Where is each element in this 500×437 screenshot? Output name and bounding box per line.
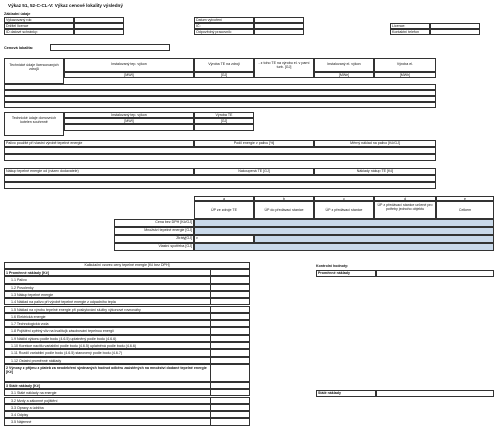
calc-row[interactable]: [4, 382, 250, 389]
col-header-tech-domestic: Technické údaje domovních kotelen souhrnně: [4, 112, 64, 136]
calc-row[interactable]: [4, 313, 250, 320]
calc-row-label: 3.2 Mzdy a zákonné pojištění: [5, 398, 211, 404]
col-header-heat-output-domestic: Instalovaný tep. výkon: [64, 112, 194, 118]
domestic-boilers-table: [4, 112, 254, 136]
control-variable-value[interactable]: [376, 270, 494, 277]
table-row[interactable]: [4, 147, 436, 154]
row-values-price[interactable]: [194, 219, 494, 227]
calc-row[interactable]: [4, 411, 250, 418]
calc-row[interactable]: [4, 327, 250, 334]
field-label-created: Datum vytvoření: [194, 17, 254, 23]
licensed-sources-table: [4, 58, 494, 108]
control-title: Kontrolní hodnoty:: [316, 264, 349, 268]
calc-row-label: 1.2 Povolenky: [5, 285, 211, 291]
col-header-from-station: ÚP z předávací stanice: [314, 201, 374, 219]
control-fixed-value[interactable]: [376, 390, 494, 397]
col-header-el-output: Instalovaný el. výkon: [314, 58, 374, 72]
calc-row[interactable]: [4, 342, 250, 349]
summary-table: [4, 196, 494, 254]
calc-row-label: 1.11 Rozdíl variabilní podle bodu (4.6.5) stanovený podle bodu (4.6.7): [5, 350, 211, 356]
fuel-table: [4, 140, 494, 168]
value-heat-production-domestic[interactable]: [194, 124, 254, 131]
control-block: [316, 264, 494, 284]
calc-title: Kalkulační vzorec ceny tepelné energie [Kč bez DPH]: [4, 262, 250, 269]
calc-row[interactable]: [4, 306, 250, 313]
calc-row-label: 1.5 Náklad na výrobu tepelné energie při poskytování služby výkonové rovnováhy: [5, 307, 211, 313]
col-header-source: ÚP ze zdroje TE: [194, 201, 254, 219]
row-label-price: Cena bez DPH [Kč/GJ]: [114, 219, 194, 227]
page-title: Výkaz 51, 52-C-CL-V: Výkaz cenové lokality výsledný: [8, 3, 123, 8]
col-unit-el-output: [MWe]: [314, 72, 374, 78]
field-value-databox[interactable]: [74, 29, 124, 35]
col-header-heat-output: Instalovaný tep. výkon: [64, 58, 194, 72]
col-letter-c: c: [314, 196, 374, 201]
calc-row-label: 3.5 Nájemné: [5, 419, 211, 425]
calc-row[interactable]: [4, 357, 250, 364]
col-letter-a: a: [194, 196, 254, 201]
purchase-table: [4, 168, 494, 192]
calc-row-label: 1.9 Náklid výkonu podle bodu (4.6.5) uplatněný podle bodu (4.6.6): [5, 336, 211, 342]
basic-info-block: [4, 12, 494, 38]
field-value-phone[interactable]: [430, 29, 480, 35]
col-unit-heat-output: [MWt]: [64, 72, 194, 78]
col-header-heat-production-domestic: Výroba TE: [194, 112, 254, 118]
col-letter-e: e: [436, 196, 494, 201]
calc-row-label: 3 Stálé náklady [Kč]: [5, 383, 211, 389]
col-header-turbine: - z toho TE na výrobu el. v parní turb. [GJ]: [254, 58, 314, 78]
col-header-single-object: ÚP z předávací stanice určené pro potřeby jednoho objektu: [374, 201, 436, 219]
calc-row-label: 1.4 Náklad na palivo při výrobě tepelné energie z odpadního tepla: [5, 299, 211, 305]
value-heat-output-domestic[interactable]: [64, 124, 194, 131]
field-value-responsible[interactable]: [254, 29, 304, 35]
row-label-own-consumption: Vlastní spotřeba [GJ]: [114, 243, 194, 251]
calc-row[interactable]: [4, 404, 250, 411]
col-header-to-station: ÚP do předávací stanice: [254, 201, 314, 219]
field-label-phone: Kontaktní telefon: [390, 29, 430, 35]
col-header-fuel-share: Podíl energie v palivu [%]: [194, 140, 314, 147]
locality-label: Cenová lokalita:: [4, 46, 34, 50]
col-unit-heat-output-domestic: [MWt]: [64, 118, 194, 124]
col-header-total: Celkem: [436, 201, 494, 219]
col-header-tech: Technické údaje licencovaných zdrojů: [4, 58, 64, 84]
col-header-purchase-cost: Náklady nákup TE [Kč]: [314, 168, 436, 175]
table-row[interactable]: [4, 182, 436, 189]
calc-row[interactable]: [4, 291, 250, 298]
col-header-el-production: Výroba el.: [374, 58, 436, 72]
col-letter-b: b: [254, 196, 314, 201]
calc-row[interactable]: [4, 276, 250, 283]
calc-row[interactable]: [4, 335, 250, 342]
calc-row[interactable]: [4, 269, 250, 276]
row-values-own-consumption[interactable]: [194, 243, 494, 251]
field-label-ico: IČ:: [194, 23, 254, 29]
calc-row-label: 1.12 Ostatní proměnné náklady: [5, 358, 211, 364]
row-label-losses: Ztráty[GJ]: [114, 235, 194, 243]
calc-row[interactable]: [4, 418, 250, 425]
col-header-supplier: Nákup tepelné energie od (název dodavatele): [4, 168, 194, 175]
calc-row[interactable]: [4, 397, 250, 404]
locality-value[interactable]: [50, 44, 170, 51]
col-unit-heat-production-domestic: [GJ]: [194, 118, 254, 124]
col-unit-heat-production: [GJ]: [194, 72, 254, 78]
calc-row[interactable]: [4, 298, 250, 305]
row-values-quantity[interactable]: [194, 227, 494, 235]
calc-row[interactable]: [4, 320, 250, 327]
col-header-purchased-heat: Nakoupená TE [GJ]: [194, 168, 314, 175]
control-fixed-label: Stálé náklady: [316, 390, 376, 397]
calc-row-label: 3.4 Odpisy: [5, 412, 211, 418]
row-label-quantity: Množství tepelné energie [GJ]: [114, 227, 194, 235]
row-values-losses[interactable]: [254, 235, 494, 243]
field-label-year: Vykazovaný rok:: [4, 17, 74, 23]
col-unit-el-production: [MWh]: [374, 72, 436, 78]
calc-row-label: 1.8 Pojištění zpětný vliv na kvalitu(k zásobování tepelnou energií: [5, 328, 211, 334]
calc-row[interactable]: [4, 349, 250, 356]
col-header-fuel-cost: Měrný náklad na palivo [Kč/GJ]: [314, 140, 436, 147]
calc-row[interactable]: [4, 389, 250, 396]
calc-row-label: 3.3 Opravy a údržba: [5, 405, 211, 411]
control-fixed-block: [316, 390, 494, 400]
calc-row-label: 1.1 Palivo: [5, 277, 211, 283]
table-row[interactable]: [4, 102, 436, 108]
col-header-heat-production: Výroba TE na zdroji: [194, 58, 254, 72]
field-label-databox: ID datové schránky:: [4, 29, 74, 35]
field-label-responsible: Odpovědný pracovník:: [194, 29, 254, 35]
calc-row-label: 1.7 Technologická voda: [5, 321, 211, 327]
field-label-holder: Držitel licence: [4, 23, 74, 29]
calc-row-label: 1 Proměnné náklady [Kč]: [5, 270, 211, 276]
table-row[interactable]: [4, 154, 436, 161]
calc-row[interactable]: [4, 364, 250, 382]
row-value-losses-a[interactable]: v: [194, 235, 254, 243]
calc-row-label: 1.3 Nákup tepelné energie: [5, 292, 211, 298]
basic-info-heading: Základní údaje: [4, 12, 31, 16]
calc-row-label: 1.10 Korekce nacitlu variabilní podle bodu (4.6.5) uplatněná podle bodu (4.6.6): [5, 343, 211, 349]
calc-row-label: 3.1 Stálé náklady na energie: [5, 390, 211, 396]
col-letter-d: d: [374, 196, 436, 201]
table-row[interactable]: [4, 175, 436, 182]
field-label-licence: Licence:: [390, 23, 430, 29]
calc-row[interactable]: [4, 284, 250, 291]
col-header-fuel: Palivo použité při vlastní výrobě tepelné energie: [4, 140, 194, 147]
calc-row-label: 2 Výnosy z příjmu z plateb za neodebření sjednaných hodnot odběru zaústěných na množství dodané tepelné energie [Kč]: [5, 365, 211, 382]
control-variable-label: Proměnné náklady: [316, 270, 376, 277]
calc-row-label: 1.6 Elektrická energie: [5, 314, 211, 320]
calc-table: [4, 262, 250, 434]
